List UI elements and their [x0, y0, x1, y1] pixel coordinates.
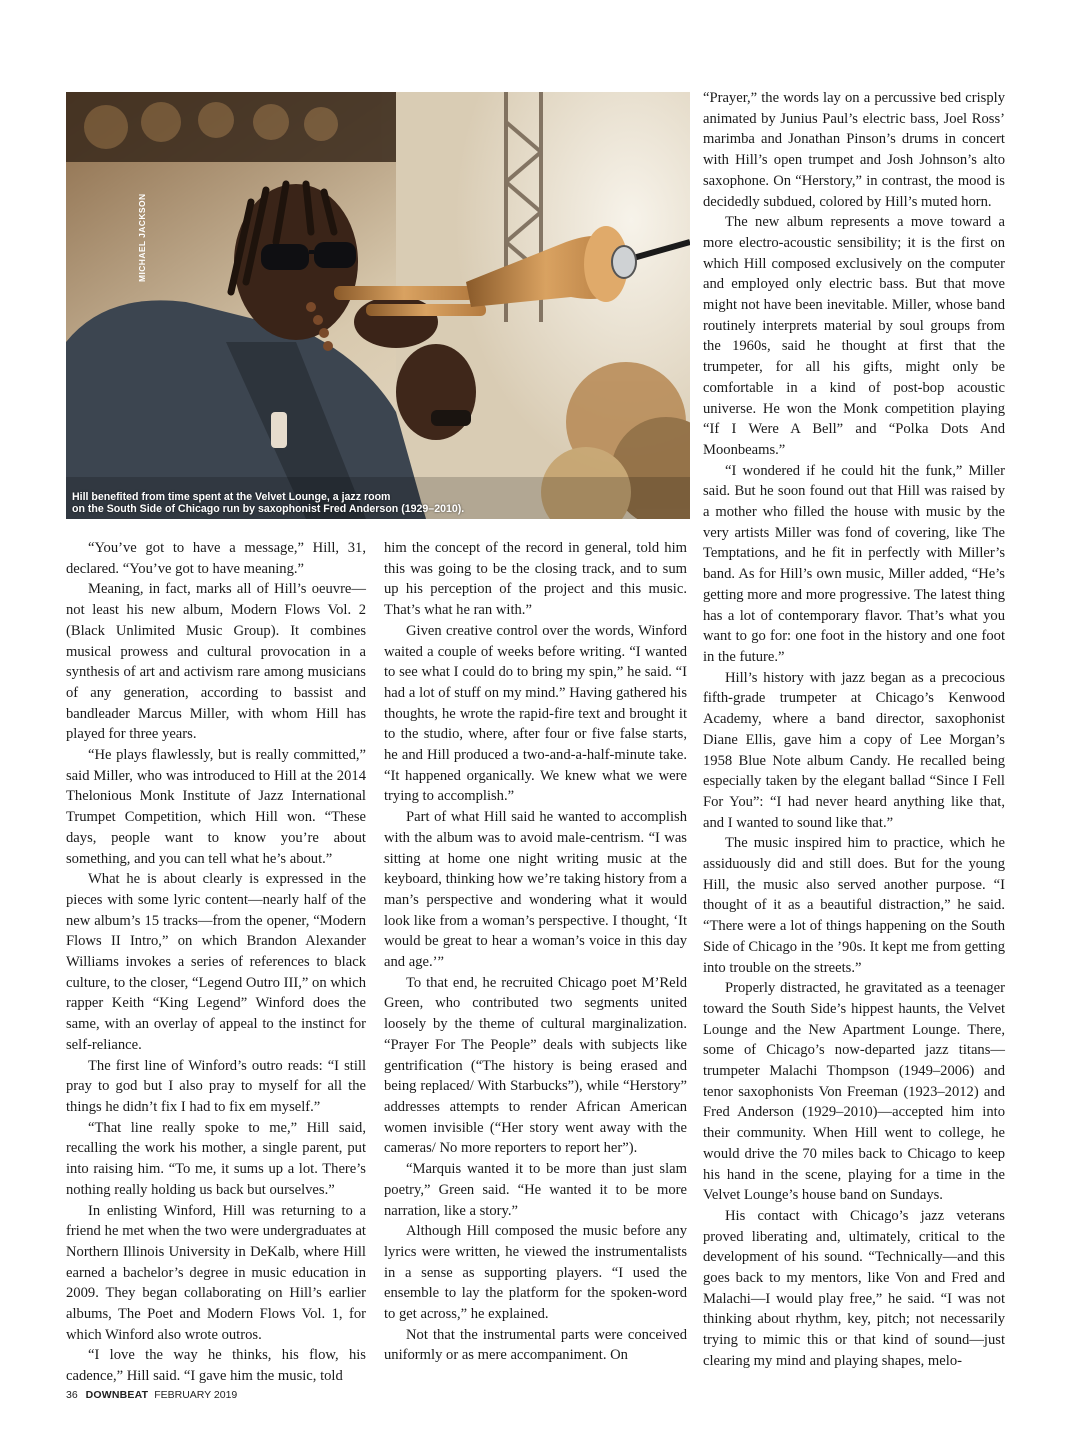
paragraph: “He plays flawlessly, but is really committed,” said Miller, who was introduced to Hill at the 2014 Thelonious Monk Institute of Jazz International Trumpet Competition, which Hill won. “These days, people want to know you’re about something, and you can tell what he’s about.”	[66, 747, 366, 867]
paragraph: Meaning, in fact, marks all of Hill’s oeuvre—not least his new album, Modern Flows Vol. 2 (Black Unlimited Music Group). It combines musical prowess and cultural provocation in a synthesis of art and activism rare among musicians of any generation, according to bassist and bandleader Marcus Miller, with whom Hill has played for three years.	[66, 581, 366, 743]
caption-line-2: on the South Side of Chicago run by saxophonist Fred Anderson (1929–2010).	[72, 503, 465, 515]
paragraph: The new album represents a move toward a more electro-acoustic sensibility; it is the first on which Hill composed exclusively on the computer and employed only electric bass. But that move might not have been inevitable. Miller, whose band routinely interprets material by soul groups from the 1960s, said he thought at first that the trumpeter, for all his gifts, might only be comfortable in a kind of post-bop acoustic universe. He won the Monk competition playing “If I Were A Bell” and “Polka Dots And Moonbeams.”	[703, 214, 1005, 458]
paragraph: Part of what Hill said he wanted to accomplish with the album was to avoid male-centrism. “I was sitting at home one night writing music at the keyboard, thinking how we’re taking history from a man’s perspective and wondering what it would look like from a woman’s perspective. I thought, ‘It would be great to hear a woman’s voice in this day and age.’”	[384, 809, 687, 971]
paragraph: him the concept of the record in general, told him this was going to be the closing track, and to sum up his perception of the project and this music. That’s what he ran with.”	[384, 540, 687, 619]
paragraph: “I wondered if he could hit the funk,” Miller said. But he soon found out that Hill was raised by a mother who filled the house with music by the very artists Miller was fond of covering, like The Temptations, and he fit in perfectly with Miller’s band. As for Hill’s own music, Miller added, “He’s getting more and more progressive. The latest thing has a lot of contemporary flavor. That’s what you want to go for: one foot in the history and one foot in the future.”	[703, 462, 1005, 665]
text-column-3	[703, 88, 1005, 1372]
page-footer	[66, 1389, 237, 1401]
paragraph: “You’ve got to have a message,” Hill, 31, declared. “You’ve got to have meaning.”	[66, 540, 366, 577]
text-column-1	[66, 538, 366, 1387]
paragraph: To that end, he recruited Chicago poet M’Reld Green, who contributed two segments united loosely by the theme of cultural marginalization. “Prayer For The People” deals with subjects like gentrification (“The history is being erased and being replaced/ With Starbucks”), while “Herstory” addresses attempts to render African American women invisible (“Her story went away with the cameras/ No more reporters to report her”).	[384, 974, 687, 1157]
photo-trumpeter-performing-icon	[66, 92, 690, 519]
text-column-2	[384, 538, 687, 1366]
paragraph: “I love the way he thinks, his flow, his cadence,” Hill said. “I gave him the music, told	[66, 1347, 366, 1385]
magazine-name: DOWNBEAT	[85, 1389, 149, 1401]
paragraph: Given creative control over the words, Winford waited a couple of weeks before writing. “I wanted to see what I could do to bring my spin,” he said. “I had a lot of stuff on my mind.” Having gathered his thoughts, he wrote the rapid-fire text and brought it to the studio, where, after four or five false starts, he and Hill produced a two-and-a-half-minute take. “It happened organically. We knew what we were trying to accomplish.”	[384, 622, 687, 805]
issue-date: FEBRUARY 2019	[154, 1389, 238, 1401]
paragraph: His contact with Chicago’s jazz veterans proved liberating and, ultimately, critical to the development of his sound. “Technically—and this goes back to my mentors, like Von and Fred and Malachi—I would play free,” he said. “I was not thinking about rhythm, key, pitch; not necessarily trying to mimic this or that kind of sound—just clearing my mind and playing shapes, melo-	[703, 1207, 1005, 1369]
page-number: 36	[66, 1389, 78, 1401]
caption-line-1: Hill benefited from time spent at the Velvet Lounge, a jazz room	[72, 491, 391, 503]
paragraph: Hill’s history with jazz began as a precocious fifth-grade trumpeter at Chicago’s Kenwood Academy, where a band director, saxophonist Diane Ellis, gave him a copy of Lee Morgan’s 1958 Blue Note album Candy. He recalled being especially taken by the elegant ballad “Since I Fell For You”: “I had never heard anything like that, and I wanted to sound like that.”	[703, 669, 1005, 831]
paragraph: What he is about clearly is expressed in the pieces with some lyric content—nearly half of the new album’s 15 tracks—from the opener, “Modern Flows II Intro,” on which Brandon Alexander Williams invokes a series of references to black culture, to the closer, “Legend Outro III,” on which rapper Keith “King Legend” Winford does the same, with an overlay of appeal to the instinct for self-reliance.	[66, 871, 366, 1053]
paragraph: In enlisting Winford, Hill was returning to a friend he met when the two were undergraduates at Northern Illinois University in DeKalb, where Hill earned a bachelor’s degree in music education in 2009. They began collaborating on Hill’s earlier albums, The Poet and Modern Flows Vol. 1, for which Winford also wrote outros.	[66, 1202, 366, 1343]
paragraph: “Marquis wanted it to be more than just slam poetry,” Green said. “He wanted it to be more narration, like a story.”	[384, 1161, 687, 1219]
photo-caption	[72, 491, 632, 515]
photo-credit: MICHAEL JACKSON	[137, 193, 147, 282]
paragraph: Not that the instrumental parts were conceived uniformly or as mere accompaniment. On	[384, 1326, 687, 1364]
trumpeter-photo	[66, 92, 690, 519]
paragraph: Although Hill composed the music before any lyrics were written, he viewed the instrumentalists in a sense as supporting players. “I used the ensemble to lay the platform for the spoken-word to get across,” he explained.	[384, 1223, 687, 1323]
paragraph: The music inspired him to practice, which he assiduously did and still does. But for the young Hill, the music also served another purpose. “I thought of it as a beautiful distraction,” he said. “There were a lot of things happening on the South Side of Chicago in the ’90s. It kept me from getting into trouble on the streets.”	[703, 835, 1005, 976]
paragraph: Properly distracted, he gravitated as a teenager toward the South Side’s hippest haunts, the Velvet Lounge and the New Apartment Lounge. There, some of Chicago’s now-departed jazz titans—trumpeter Malachi Thompson (1949–2006) and tenor saxophonists Von Freeman (1923–2012) and Fred Anderson (1929–2010)—accepted him into their community. When Hill went to college, he would drive the 70 miles back to Chicago to keep his hand in the scene, playing for a time in the Velvet Lounge’s house band on Sundays.	[703, 980, 1005, 1204]
paragraph: The first line of Winford’s outro reads: “I still pray to god but I also pray to myself for all the things he didn’t fix I had to fix em myself.”	[66, 1057, 366, 1115]
paragraph: “That line really spoke to me,” Hill said, recalling the work his mother, a single parent, put into raising him. “To me, it sums up a lot. There’s nothing really holding us back but ourselves.”	[66, 1119, 366, 1198]
paragraph: “Prayer,” the words lay on a percussive bed crisply animated by Junius Paul’s electric bass, Joel Ross’ marimba and Jonathan Pinson’s drums in concert with Hill’s open trumpet and Josh Johnson’s alto saxophone. On “Herstory,” in contrast, the mood is decidedly subdued, colored by Hill’s muted horn.	[703, 90, 1005, 210]
